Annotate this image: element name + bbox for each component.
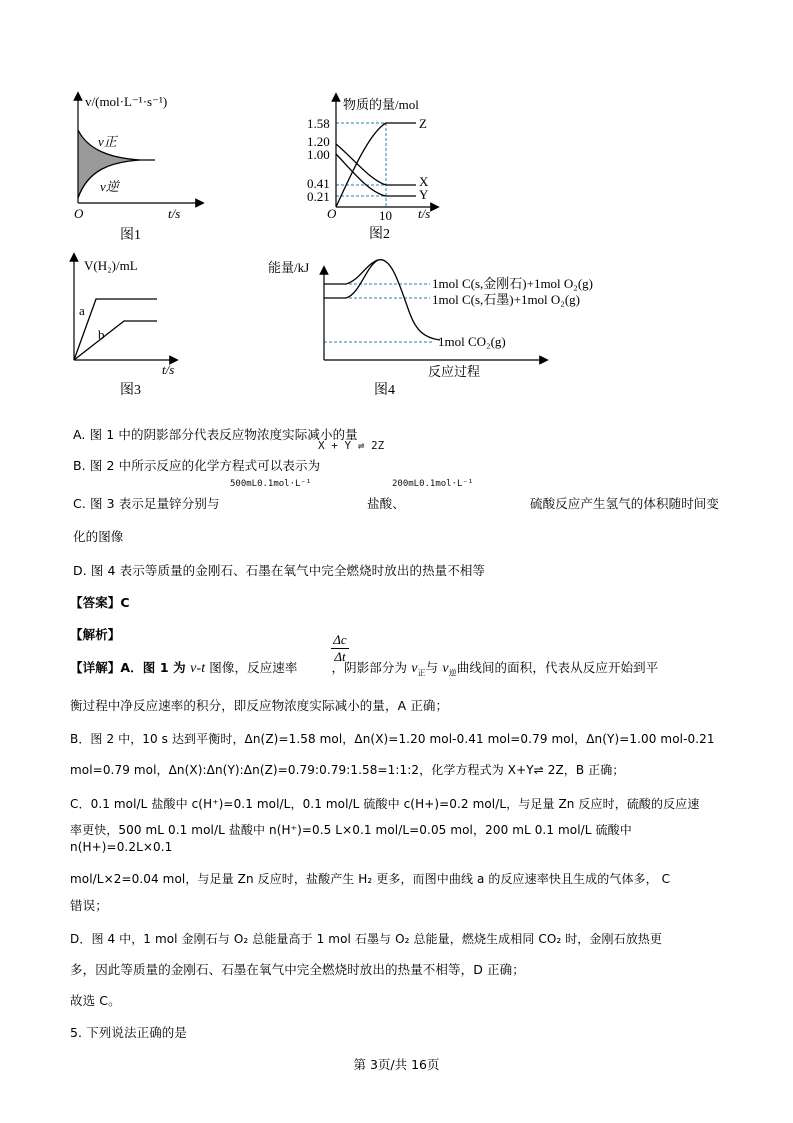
option-b: B. 图 2 中所示反应的化学方程式可以表示为 bbox=[73, 458, 321, 473]
option-c-h2so4: 硫酸反应产生氢气的体积随时间变 bbox=[530, 496, 720, 511]
detail-1d: 与 bbox=[425, 660, 443, 675]
fig2-ytick: 1.00 bbox=[307, 147, 330, 162]
fig2-origin: O bbox=[327, 206, 337, 221]
fig2-ytick: 1.20 bbox=[307, 134, 330, 149]
fig4-diamond-path bbox=[324, 260, 440, 340]
figure-2 bbox=[295, 92, 455, 242]
detail-1a: 【详解】A．图 1 为 bbox=[70, 660, 191, 675]
analysis-label: 【解析】 bbox=[70, 627, 121, 642]
detail-line-6: 率更快，500 mL 0.1 mol/L 盐酸中 n(H⁺)=0.5 L×0.1 mol/L=0.05 mol，200 mL 0.1 mol/L 硫酸中 bbox=[70, 823, 632, 837]
page-footer: 第 3页/共 16页 bbox=[353, 1057, 440, 1072]
fig2-label-y: Y bbox=[419, 187, 429, 202]
rate-fraction-denominator: Δt bbox=[334, 649, 346, 664]
option-c-concentration-2: 200mL0.1mol·L⁻¹ bbox=[392, 479, 474, 489]
detail-line-2: 衡过程中净反应速率的积分，即反应物浓度实际减小的量，A 正确； bbox=[70, 698, 449, 713]
fig2-ytick: 0.21 bbox=[307, 189, 330, 204]
figure-1 bbox=[60, 88, 220, 243]
fig2-series-y bbox=[336, 154, 416, 196]
fig1-xlabel: t/s bbox=[168, 206, 181, 221]
fig4-level-graphite: 1mol C(s,石墨)+1mol O₂(g) bbox=[432, 292, 580, 307]
figure-4 bbox=[262, 252, 642, 397]
fig1-ylabel: v/(mol·L⁻¹·s⁻¹) bbox=[85, 94, 168, 109]
fig3-ylabel: V(H₂)/mL bbox=[84, 258, 138, 273]
detail-line-3: B．图 2 中，10 s 达到平衡时，Δn(Z)=1.58 mol，Δn(X)=1.20 mol-0.41 mol=0.79 mol，Δn(Y)=1.00 mol-0.21 bbox=[70, 732, 715, 746]
fig3-label-b: b bbox=[98, 327, 105, 342]
fig3-label-a: a bbox=[79, 303, 85, 318]
detail-1-s2: 逆 bbox=[448, 668, 457, 678]
detail-line-11: 多，因此等质量的金刚石、石墨在氧气中完全燃烧时放出的热量不相等，D 正确； bbox=[70, 962, 525, 977]
option-d: D. 图 4 表示等质量的金刚石、石墨在氧气中完全燃烧时放出的热量不相等 bbox=[73, 563, 486, 578]
detail-1-v1: v bbox=[411, 661, 418, 676]
fig2-ytick: 1.58 bbox=[307, 116, 330, 131]
fig2-series-x bbox=[336, 144, 416, 185]
fig4-ylabel: 能量/kJ bbox=[268, 260, 310, 275]
option-c-part2: 化的图像 bbox=[73, 529, 124, 544]
detail-1-v2: v bbox=[442, 661, 449, 676]
figure-3 bbox=[62, 252, 212, 397]
fig2-label-z: Z bbox=[419, 116, 427, 131]
fig2-xtick: 10 bbox=[379, 208, 392, 223]
fig1-label-upper: v正 bbox=[98, 134, 117, 149]
fig2-label-x: X bbox=[419, 174, 429, 189]
fig4-level-co2: 1mol CO₂(g) bbox=[438, 334, 506, 349]
detail-1e: 曲线间的面积，代表从反应开始到平 bbox=[456, 660, 659, 675]
option-c-concentration-1: 500mL0.1mol·L⁻¹ bbox=[230, 479, 312, 489]
fig3-xlabel: t/s bbox=[162, 362, 175, 377]
detail-line-5: C．0.1 mol/L 盐酸中 c(H⁺)=0.1 mol/L，0.1 mol/L 硫酸中 c(H+)=0.2 mol/L，与足量 Zn 反应时，硫酸的反应速 bbox=[70, 797, 700, 811]
detail-line-1 bbox=[70, 660, 658, 682]
option-b-equation: X + Y ⇌ 2Z bbox=[318, 439, 385, 452]
answer-label: 【答案】C bbox=[70, 595, 130, 610]
detail-line-12: 故选 C。 bbox=[70, 993, 121, 1008]
detail-1-vt: v-t bbox=[190, 661, 206, 676]
detail-1b: 图像，反应速率 bbox=[205, 660, 298, 675]
fig3-caption: 图3 bbox=[120, 383, 141, 397]
question-5: 5. 下列说法正确的是 bbox=[70, 1025, 187, 1040]
option-c-hcl: 盐酸、 bbox=[367, 496, 405, 511]
fig4-level-diamond: 1mol C(s,金刚石)+1mol O₂(g) bbox=[432, 276, 593, 291]
detail-line-7: n(H+)=0.2L×0.1 bbox=[70, 840, 173, 854]
detail-line-9: 错误； bbox=[70, 898, 108, 913]
detail-line-10: D．图 4 中，1 mol 金刚石与 O₂ 总能量高于 1 mol 石墨与 O₂ 总能量，燃烧生成相同 CO₂ 时，金刚石放热更 bbox=[70, 932, 663, 946]
fig1-caption: 图1 bbox=[120, 228, 141, 243]
fig2-series-z bbox=[336, 123, 416, 207]
fig2-xlabel: t/s bbox=[418, 206, 431, 221]
rate-fraction-numerator: Δc bbox=[333, 632, 347, 647]
fig1-label-lower: v逆 bbox=[100, 179, 119, 194]
fig4-caption: 图4 bbox=[374, 383, 395, 397]
detail-1-s1: 正 bbox=[417, 668, 426, 678]
detail-line-4: mol=0.79 mol，Δn(X):Δn(Y):Δn(Z)=0.79:0.79:1.58=1:1:2，化学方程式为 X+Y⇌ 2Z，B 正确； bbox=[70, 763, 625, 777]
fig2-ylabel: 物质的量/mol bbox=[343, 97, 419, 112]
option-c-part1: C. 图 3 表示足量锌分别与 bbox=[73, 496, 220, 511]
fig1-origin: O bbox=[74, 206, 84, 221]
detail-line-8: mol/L×2=0.04 mol，与足量 Zn 反应时，盐酸产生 H₂ 更多，而图中曲线 a 的反应速率快且生成的气体多， C bbox=[70, 872, 671, 886]
option-a: A. 图 1 中的阴影部分代表反应物浓度实际减小的量 bbox=[73, 427, 358, 442]
detail-1c: ，阴影部分为 bbox=[331, 660, 412, 675]
fig2-ytick: 0.41 bbox=[307, 176, 330, 191]
fig2-caption: 图2 bbox=[369, 227, 390, 242]
fig4-xlabel: 反应过程 bbox=[428, 364, 481, 379]
